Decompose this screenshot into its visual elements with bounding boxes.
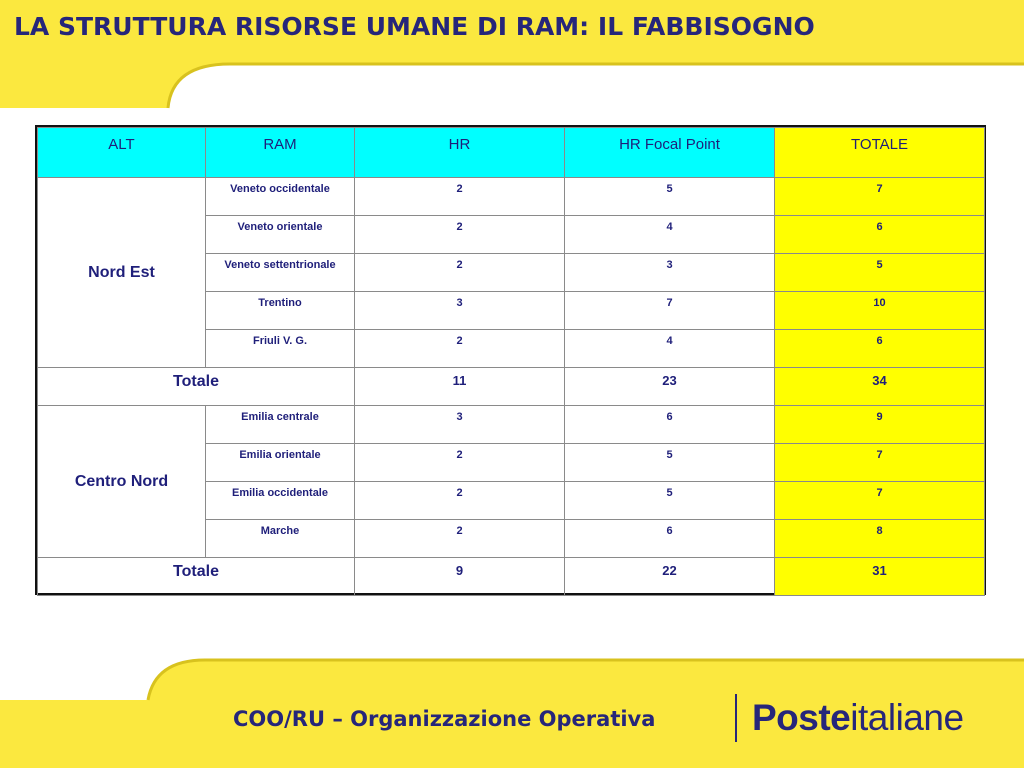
hr-cell: 2 [355,444,565,482]
totale-cell: 7 [775,482,985,520]
subtotal-hr-focal: 22 [565,558,775,596]
hr-focal-cell: 4 [565,216,775,254]
hr-cell: 2 [355,330,565,368]
hr-focal-cell: 6 [565,520,775,558]
poste-italiane-logo [752,697,964,739]
subtotal-totale: 31 [775,558,985,596]
slide-title: LA STRUTTURA RISORSE UMANE DI RAM: IL FABBISOGNO [14,12,815,41]
totale-cell: 5 [775,254,985,292]
header-alt: ALT [38,128,206,178]
totale-cell: 10 [775,292,985,330]
header-totale: TOTALE [775,128,985,178]
totale-cell: 7 [775,444,985,482]
hr-focal-cell: 5 [565,482,775,520]
totale-cell: 6 [775,216,985,254]
hr-focal-cell: 5 [565,444,775,482]
hr-cell: 3 [355,292,565,330]
hr-cell: 2 [355,482,565,520]
logo-regular-part: italiane [850,697,964,738]
hr-focal-cell: 7 [565,292,775,330]
subtotal-row-nord-est [38,368,985,406]
ram-cell: Emilia occidentale [206,482,355,520]
totale-cell: 9 [775,406,985,444]
ram-cell: Marche [206,520,355,558]
hr-cell: 2 [355,254,565,292]
totale-cell: 7 [775,178,985,216]
totale-cell: 8 [775,520,985,558]
hr-cell: 2 [355,520,565,558]
table-header-row [38,128,985,178]
table-row [38,406,985,444]
subtotal-label: Totale [38,558,355,596]
ram-cell: Veneto orientale [206,216,355,254]
subtotal-totale: 34 [775,368,985,406]
table-row [38,178,985,216]
footer-department: COO/RU – Organizzazione Operativa [233,707,656,731]
subtotal-hr-focal: 23 [565,368,775,406]
header-ram: RAM [206,128,355,178]
hr-cell: 2 [355,178,565,216]
alt-cell-centro-nord: Centro Nord [38,406,206,558]
hr-focal-cell: 6 [565,406,775,444]
subtotal-row-centro-nord [38,558,985,596]
top-band-edge [168,64,1024,108]
ram-cell: Emilia orientale [206,444,355,482]
logo-bold-part: Poste [752,697,851,738]
header-hr-focal-point: HR Focal Point [565,128,775,178]
ram-cell: Veneto occidentale [206,178,355,216]
footer-separator [735,694,737,742]
subtotal-label: Totale [38,368,355,406]
header-hr: HR [355,128,565,178]
ram-cell: Trentino [206,292,355,330]
totale-cell: 6 [775,330,985,368]
hr-focal-cell: 4 [565,330,775,368]
hr-cell: 3 [355,406,565,444]
ram-cell: Friuli V. G. [206,330,355,368]
hr-cell: 2 [355,216,565,254]
subtotal-hr: 9 [355,558,565,596]
staffing-table-frame [35,125,986,595]
alt-cell-nord-est: Nord Est [38,178,206,368]
hr-focal-cell: 3 [565,254,775,292]
staffing-table [37,127,985,596]
subtotal-hr: 11 [355,368,565,406]
ram-cell: Emilia centrale [206,406,355,444]
ram-cell: Veneto settentrionale [206,254,355,292]
hr-focal-cell: 5 [565,178,775,216]
